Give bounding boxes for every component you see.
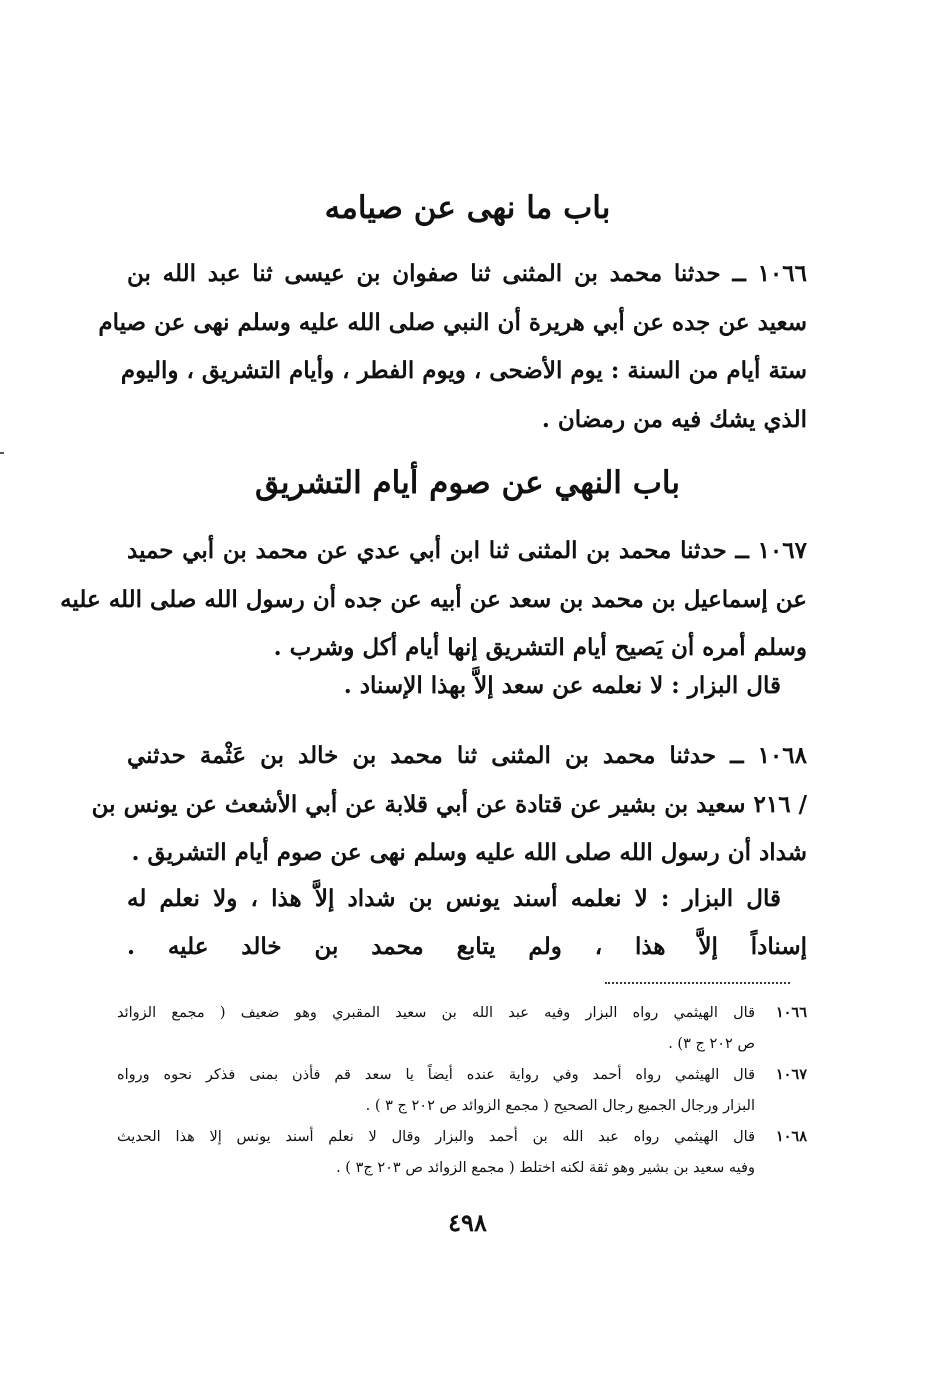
hadith-1068 [91,732,807,878]
page-number: ٤٩٨ [448,1208,487,1237]
footnote-1066 [117,998,807,1060]
comment-line: إسناداً إلاَّ هذا ، ولم يتابع محمد بن خالد عليه . [127,933,807,960]
comment-line: قال البزار : لا نعلمه أسند يونس بن شداد إلاَّ هذا ، ولا نعلم له [127,885,781,912]
footnote-line: قال الهيثمي رواه أحمد وفي رواية عنده أيضاً يا سعد قم فأذن بمنى فذكر نحوه ورواه [117,1067,755,1083]
hadith-line: شداد أن رسول الله صلى الله عليه وسلم نهى عن صوم أيام التشريق . [131,839,807,866]
hadith-line: / ٢١٦ سعيد بن بشير عن قتادة عن أبي قلابة عن أبي الأشعث عن يونس بن [91,790,807,818]
footnote-line: ص ٢٠٢ ج ٣) . [668,1036,755,1052]
hadith-1066 [98,250,807,444]
hadith-line: الذي يشك فيه من رمضان . [541,405,807,433]
hadith-line: وسلم أمره أن يَصيح أيام التشريق إنها أيام أكل وشرب . [273,634,807,661]
footnote-separator [605,982,790,984]
footnote-number: ١٠٦٧ [775,1066,807,1083]
hadith-line: عن إسماعيل بن محمد بن سعد عن أبيه عن جده أن رسول الله صلى الله عليه [60,585,807,613]
hadith-line: سعيد عن جده عن أبي هريرة أن النبي صلى الله عليه وسلم نهى عن صيام [98,308,807,336]
hadith-line: ١٠٦٨ ــ حدثنا محمد بن المثنى ثنا محمد بن خالد بن عَثْمة حدثني [127,742,807,769]
bazzar-comment-1068 [127,875,807,971]
comment-line: قال البزار : لا نعلمه عن سعد إلاَّ بهذا الإسناد . [343,672,781,699]
footnote-1067 [117,1060,807,1122]
hadith-line: ١٠٦٦ ــ حدثنا محمد بن المثنى ثنا صفوان بن عيسى ثنا عبد الله بن [127,260,807,287]
footnote-line: قال الهيثمي رواه البزار وفيه عبد الله بن سعيد المقبري وهو ضعيف ( مجمع الزوائد [117,1005,755,1021]
footnotes [117,998,807,1184]
footnote-line: قال الهيثمي رواه عبد الله بن أحمد والبزار وقال لا نعلم أسند يونس إلا هذا الحديث [117,1129,755,1145]
section-heading-1: باب ما نهى عن صيامه [324,190,611,226]
footnote-1068 [117,1122,807,1184]
scan-mark [0,452,4,454]
hadith-line: ستة أيام من السنة : يوم الأضحى ، ويوم الفطر ، وأيام التشريق ، واليوم [120,357,807,384]
footnote-line: وفيه سعيد بن بشير وهو ثقة لكنه اختلط ( مجمع الزوائد ص ٢٠٣ ج٣ ) . [336,1160,755,1176]
section-heading-2: باب النهي عن صوم أيام التشريق [255,465,680,501]
bazzar-comment-1067 [127,662,807,710]
footnote-line: البزار ورجال الجميع رجال الصحيح ( مجمع الزوائد ص ٢٠٢ ج ٣ ) . [365,1098,755,1114]
hadith-1067 [60,527,807,673]
footnote-number: ١٠٦٦ [775,1004,807,1021]
hadith-line: ١٠٦٧ ــ حدثنا محمد بن المثنى ثنا ابن أبي عدي عن محمد بن أبي حميد [127,537,807,564]
footnote-number: ١٠٦٨ [775,1128,807,1145]
